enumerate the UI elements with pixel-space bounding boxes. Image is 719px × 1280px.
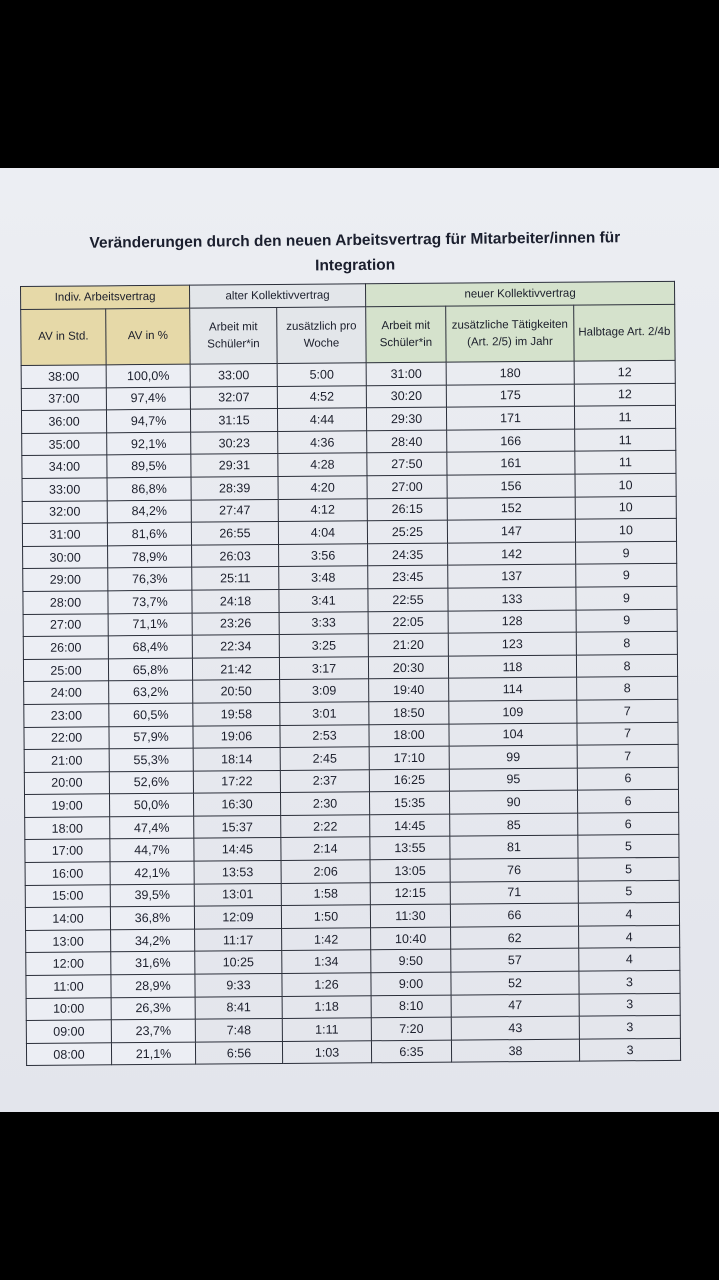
table-cell: 44,7% (110, 839, 194, 862)
table-cell: 5:00 (277, 363, 366, 386)
table-cell: 76,3% (108, 568, 192, 591)
table-cell: 4:52 (277, 385, 366, 408)
table-cell: 3 (579, 970, 680, 993)
table-cell: 3:33 (279, 611, 368, 634)
table-cell: 86,8% (107, 477, 191, 500)
table-cell: 2:22 (281, 815, 370, 838)
table-cell: 21,1% (111, 1042, 195, 1065)
table-cell: 23,7% (111, 1019, 195, 1042)
table-cell: 8:10 (371, 995, 451, 1018)
table-cell: 9:00 (371, 972, 451, 995)
table-cell: 21:20 (368, 633, 448, 656)
table-cell: 42,1% (110, 861, 194, 884)
table-cell: 13:55 (370, 837, 450, 860)
table-cell: 66 (450, 903, 578, 927)
table-cell: 23:00 (24, 704, 109, 727)
table-cell: 156 (447, 474, 575, 498)
table-cell: 10:25 (195, 951, 282, 974)
table-cell: 81,6% (107, 522, 191, 545)
table-cell: 10 (575, 496, 676, 519)
table-cell: 114 (449, 677, 577, 701)
table-cell: 2:14 (281, 837, 370, 860)
table-cell: 30:00 (23, 546, 108, 569)
table-cell: 52,6% (109, 771, 193, 794)
table-cell: 7:48 (195, 1019, 282, 1042)
table-cell: 118 (448, 655, 576, 679)
table-cell: 6:35 (371, 1040, 451, 1063)
table-cell: 26:03 (192, 544, 279, 567)
table-cell: 47,4% (110, 816, 194, 839)
table-cell: 71,1% (108, 613, 192, 636)
table-cell: 63,2% (109, 680, 193, 703)
table-cell: 9:50 (371, 950, 451, 973)
table-cell: 20:00 (24, 772, 109, 795)
table-cell: 11 (575, 428, 676, 451)
table-cell: 84,2% (107, 500, 191, 523)
table-cell: 50,0% (109, 793, 193, 816)
table-cell: 17:00 (25, 839, 110, 862)
table-cell: 29:00 (23, 568, 108, 591)
table-cell: 14:45 (370, 814, 450, 837)
table-cell: 1:03 (282, 1041, 371, 1064)
table-cell: 76 (450, 858, 578, 882)
table-cell: 43 (451, 1016, 579, 1040)
group-header-indiv: Indiv. Arbeitsvertrag (21, 285, 190, 309)
table-cell: 9 (576, 564, 677, 587)
table-cell: 57,9% (109, 726, 193, 749)
table-cell: 52 (451, 971, 579, 995)
table-cell: 36:00 (21, 410, 106, 433)
table-cell: 16:25 (369, 769, 449, 792)
group-header-neu: neuer Kollektivvertrag (365, 281, 674, 306)
table-cell: 92,1% (107, 432, 191, 455)
table-cell: 21:42 (192, 657, 279, 680)
table-cell: 5 (578, 835, 679, 858)
table-cell: 27:00 (367, 475, 447, 498)
table-cell: 2:30 (280, 792, 369, 815)
table-cell: 19:06 (193, 725, 280, 748)
table-cell: 1:18 (282, 995, 371, 1018)
table-cell: 32:07 (190, 386, 277, 409)
table-cell: 11:30 (370, 904, 450, 927)
table-cell: 55,3% (109, 748, 193, 771)
table-cell: 3:01 (280, 702, 369, 725)
table-cell: 13:00 (26, 930, 111, 953)
table-cell: 68,4% (108, 635, 192, 658)
table-cell: 32:00 (22, 500, 107, 523)
table-row (26, 1038, 680, 1066)
table-cell: 15:35 (369, 791, 449, 814)
table-cell: 6 (577, 790, 678, 813)
table-cell: 3 (579, 1038, 680, 1061)
table-cell: 31,6% (111, 952, 195, 975)
table-cell: 100,0% (106, 364, 190, 387)
table-cell: 22:05 (368, 611, 448, 634)
title-line-2: Integration (314, 256, 396, 275)
table-cell: 8 (576, 631, 677, 654)
table-cell: 171 (446, 406, 574, 430)
table-cell: 31:00 (366, 362, 446, 385)
column-header: Arbeit mit Schüler*in (366, 306, 446, 363)
table-cell: 104 (449, 723, 577, 747)
table-cell: 5 (578, 880, 679, 903)
table-cell: 27:00 (23, 613, 108, 636)
table-cell: 16:00 (25, 862, 110, 885)
table-cell: 12:15 (370, 882, 450, 905)
paper-sheet (0, 168, 719, 1112)
table-cell: 16:30 (193, 793, 280, 816)
table-cell: 78,9% (108, 545, 192, 568)
table-cell: 33:00 (22, 478, 107, 501)
table-cell: 31:15 (190, 409, 277, 432)
table-cell: 90 (449, 790, 577, 814)
table-cell: 25:00 (23, 659, 108, 682)
table-cell: 2:45 (280, 747, 369, 770)
table-cell: 11:17 (195, 928, 282, 951)
table-cell: 27:47 (191, 499, 278, 522)
table-cell: 3:48 (279, 566, 368, 589)
table-cell: 11:00 (26, 975, 111, 998)
table-cell: 3:56 (279, 544, 368, 567)
table-cell: 17:22 (193, 770, 280, 793)
table-cell: 3:09 (280, 679, 369, 702)
table-cell: 10 (575, 473, 676, 496)
column-header: Halbtage Art. 2/4b (574, 304, 675, 361)
table-cell: 9 (576, 541, 677, 564)
comparison-table (20, 281, 681, 1067)
table-cell: 30:20 (366, 385, 446, 408)
table-cell: 8 (576, 654, 677, 677)
table-cell: 08:00 (26, 1043, 111, 1066)
table-cell: 26,3% (111, 997, 195, 1020)
table-cell: 4 (579, 948, 680, 971)
table-cell: 4:28 (278, 453, 367, 476)
table-body (21, 360, 680, 1066)
table-cell: 29:31 (191, 454, 278, 477)
table-cell: 1:26 (282, 973, 371, 996)
table-cell: 15:37 (194, 815, 281, 838)
table-cell: 57 (451, 949, 579, 973)
table-cell: 13:53 (194, 861, 281, 884)
table-cell: 39,5% (110, 884, 194, 907)
table-cell: 7 (577, 722, 678, 745)
table-cell: 28:39 (191, 476, 278, 499)
table-cell: 1:58 (281, 882, 370, 905)
table-cell: 38 (451, 1039, 579, 1063)
table-cell: 20:50 (193, 680, 280, 703)
table-cell: 34,2% (111, 929, 195, 952)
table-cell: 6 (577, 767, 678, 790)
table-cell: 18:00 (25, 817, 110, 840)
table-cell: 1:34 (282, 950, 371, 973)
table-cell: 9 (576, 586, 677, 609)
table-cell: 26:15 (367, 498, 447, 521)
column-header: AV in Std. (21, 309, 106, 366)
table-cell: 9:33 (195, 973, 282, 996)
title-line-1: Veränderungen durch den neuen Arbeitsvertrag für Mitarbeiter/innen für (89, 229, 621, 252)
table-cell: 22:00 (24, 726, 109, 749)
document-title (40, 225, 670, 282)
table-cell: 34:00 (22, 455, 107, 478)
table-cell: 14:00 (25, 907, 110, 930)
table-cell: 5 (578, 857, 679, 880)
table-cell: 47 (451, 994, 579, 1018)
table-cell: 1:42 (282, 928, 371, 951)
table-cell: 65,8% (108, 658, 192, 681)
table-cell: 28:40 (367, 430, 447, 453)
table-cell: 18:00 (369, 724, 449, 747)
table-cell: 4:36 (278, 431, 367, 454)
table-cell: 161 (447, 452, 575, 476)
table-cell: 1:11 (282, 1018, 371, 1041)
table-cell: 18:14 (193, 748, 280, 771)
column-header: Arbeit mit Schüler*in (190, 307, 277, 364)
table-cell: 89,5% (107, 455, 191, 478)
table-cell: 133 (448, 587, 576, 611)
table-cell: 33:00 (190, 363, 277, 386)
table-cell: 128 (448, 610, 576, 634)
table-cell: 12:00 (26, 952, 111, 975)
table-cell: 3:41 (279, 589, 368, 612)
table-cell: 2:37 (280, 769, 369, 792)
table-cell: 14:45 (194, 838, 281, 861)
table-cell: 11 (575, 451, 676, 474)
table-cell: 94,7% (106, 409, 190, 432)
table-cell: 12 (574, 383, 675, 406)
table-cell: 7 (577, 699, 678, 722)
table-cell: 10 (575, 519, 676, 542)
table-cell: 73,7% (108, 590, 192, 613)
table-cell: 09:00 (26, 1020, 111, 1043)
table-container (20, 281, 680, 1067)
table-cell: 22:55 (368, 588, 448, 611)
table-cell: 18:50 (369, 701, 449, 724)
table-cell: 99 (449, 745, 577, 769)
table-cell: 95 (449, 768, 577, 792)
table-cell: 29:30 (366, 407, 446, 430)
table-cell: 25:11 (192, 567, 279, 590)
group-header-alt: alter Kollektivvertrag (189, 284, 365, 308)
table-cell: 28,9% (111, 974, 195, 997)
table-cell: 4 (579, 925, 680, 948)
table-cell: 71 (450, 881, 578, 905)
column-header: zusätzliche Tätigkeiten (Art. 2/5) im Jahr (446, 305, 574, 362)
table-cell: 62 (451, 926, 579, 950)
table-cell: 15:00 (25, 884, 110, 907)
table-cell: 9 (576, 609, 677, 632)
table-cell: 26:00 (23, 636, 108, 659)
table-cell: 4:12 (278, 498, 367, 521)
table-cell: 13:05 (370, 859, 450, 882)
table-cell: 37:00 (21, 387, 106, 410)
table-cell: 24:00 (24, 681, 109, 704)
table-cell: 166 (447, 429, 575, 453)
table-cell: 25:25 (367, 520, 447, 543)
table-cell: 3:25 (279, 634, 368, 657)
table-cell: 81 (450, 836, 578, 860)
table-cell: 27:50 (367, 453, 447, 476)
column-header: zusätzlich pro Woche (277, 307, 366, 364)
table-cell: 85 (450, 813, 578, 837)
table-cell: 152 (447, 497, 575, 521)
table-cell: 147 (447, 519, 575, 543)
table-cell: 30:23 (191, 431, 278, 454)
table-cell: 3:17 (279, 656, 368, 679)
table-cell: 36,8% (110, 906, 194, 929)
column-header-row (21, 304, 675, 365)
table-cell: 97,4% (106, 387, 190, 410)
table-cell: 7 (577, 744, 678, 767)
table-cell: 11 (574, 406, 675, 429)
table-cell: 8 (577, 677, 678, 700)
table-cell: 8:41 (195, 996, 282, 1019)
table-cell: 142 (448, 542, 576, 566)
table-cell: 2:53 (280, 724, 369, 747)
table-cell: 4:04 (278, 521, 367, 544)
table-cell: 24:18 (192, 589, 279, 612)
table-cell: 123 (448, 632, 576, 656)
table-cell: 23:45 (368, 565, 448, 588)
table-cell: 28:00 (23, 591, 108, 614)
table-cell: 4 (578, 903, 679, 926)
table-cell: 10:40 (371, 927, 451, 950)
table-cell: 7:20 (371, 1017, 451, 1040)
table-cell: 17:10 (369, 746, 449, 769)
table-cell: 35:00 (22, 433, 107, 456)
table-cell: 3 (579, 993, 680, 1016)
table-cell: 6:56 (195, 1041, 282, 1064)
table-cell: 4:44 (277, 408, 366, 431)
table-cell: 109 (449, 700, 577, 724)
table-cell: 1:50 (281, 905, 370, 928)
table-cell: 137 (448, 564, 576, 588)
column-header: AV in % (106, 308, 190, 365)
table-cell: 2:06 (281, 860, 370, 883)
table-cell: 4:20 (278, 476, 367, 499)
table-cell: 6 (578, 812, 679, 835)
table-cell: 60,5% (109, 703, 193, 726)
table-cell: 24:35 (368, 543, 448, 566)
table-cell: 19:40 (369, 678, 449, 701)
table-cell: 22:34 (192, 635, 279, 658)
table-cell: 19:58 (193, 702, 280, 725)
table-cell: 23:26 (192, 612, 279, 635)
table-cell: 10:00 (26, 997, 111, 1020)
table-cell: 31:00 (22, 523, 107, 546)
table-cell: 3 (579, 1016, 680, 1039)
table-cell: 21:00 (24, 749, 109, 772)
table-cell: 20:30 (368, 656, 448, 679)
table-cell: 180 (446, 361, 574, 385)
table-cell: 12 (574, 360, 675, 383)
table-cell: 13:01 (194, 883, 281, 906)
table-cell: 12:09 (194, 906, 281, 929)
table-cell: 175 (446, 384, 574, 408)
table-cell: 26:55 (191, 522, 278, 545)
table-cell: 19:00 (24, 794, 109, 817)
table-cell: 38:00 (21, 365, 106, 388)
